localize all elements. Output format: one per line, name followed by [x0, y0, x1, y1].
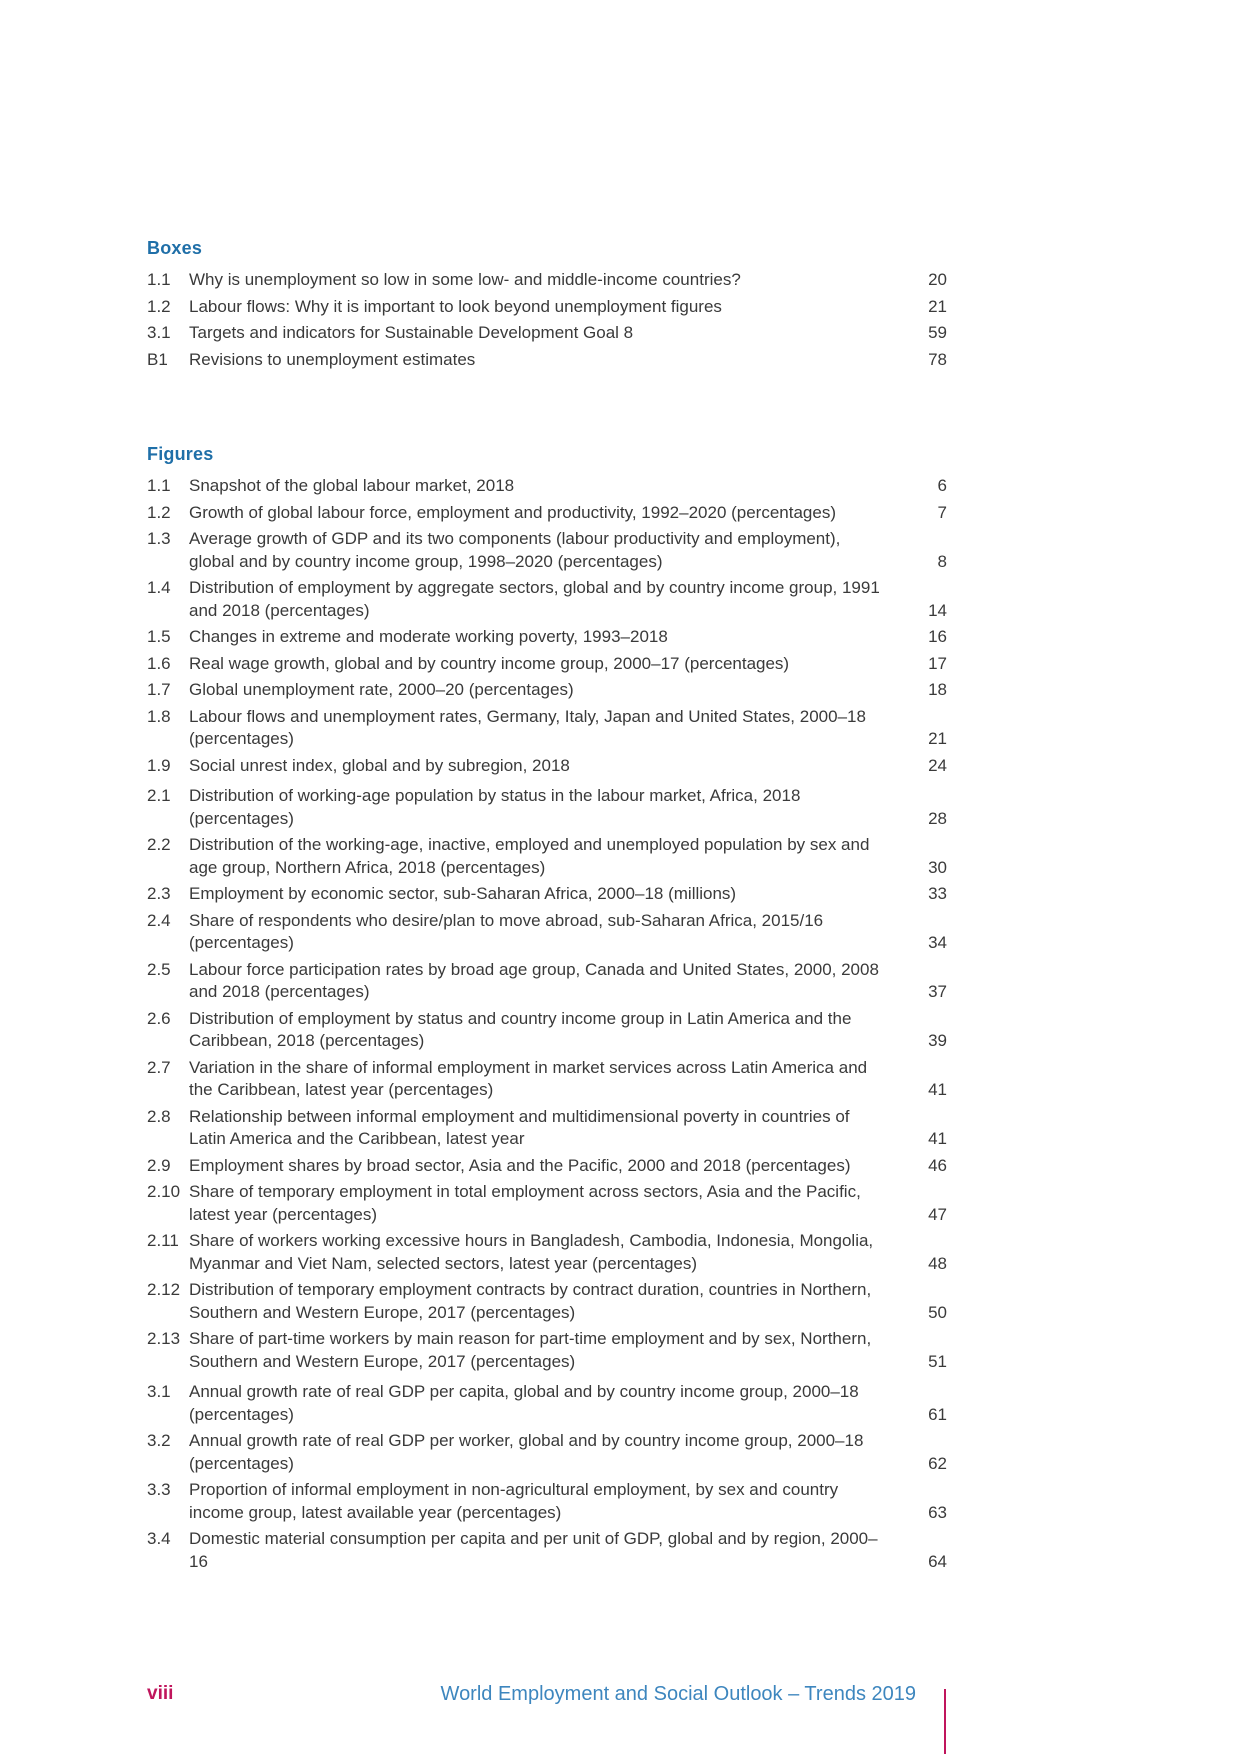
entry-page: 18: [928, 680, 947, 699]
entry-title: Share of temporary employment in total employment across sectors, Asia and the Pacific, latest year (percentages): [189, 1182, 861, 1224]
entry-title: Domestic material consumption per capita and per unit of GDP, global and by region, 2000–16: [189, 1529, 878, 1571]
entry-title: Targets and indicators for Sustainable Development Goal 8: [189, 323, 634, 342]
entry-page: 51: [928, 1351, 947, 1371]
entry-page: 41: [928, 1080, 947, 1099]
entry-number: 2.8: [147, 1106, 171, 1126]
toc-entry[interactable]: [147, 502, 947, 525]
entry-number: 1.8: [147, 706, 171, 726]
publication-title: World Employment and Social Outlook – Trends 2019: [440, 1683, 916, 1705]
entry-title: Labour flows and unemployment rates, Germany, Italy, Japan and United States, 2000–18 (percentages): [189, 706, 866, 748]
entry-page: 50: [928, 1302, 947, 1322]
boxes-heading: Boxes: [147, 238, 203, 258]
entry-number: 1.1: [147, 270, 171, 289]
entry-number: 3.2: [147, 1431, 171, 1450]
entry-spacer: [147, 1573, 947, 1577]
entry-number: 2.3: [147, 884, 171, 903]
entry-title: Snapshot of the global labour market, 2018: [189, 476, 515, 495]
entry-spacer: [147, 777, 947, 785]
entry-page: 59: [928, 323, 947, 342]
entry-page: 21: [928, 729, 947, 748]
toc-entry[interactable]: [147, 1528, 947, 1573]
entry-title: Growth of global labour force, employment and productivity, 1992–2020 (percentages): [189, 502, 837, 522]
entry-page: 62: [928, 1453, 947, 1473]
toc-entry[interactable]: [147, 1328, 947, 1373]
entry-page: 47: [928, 1204, 947, 1224]
toc-entry[interactable]: [147, 1479, 947, 1524]
entry-page: 41: [928, 1129, 947, 1148]
entry-number: 3.1: [147, 323, 171, 342]
toc-entry[interactable]: [147, 1106, 947, 1151]
entry-number: 2.13: [147, 1329, 181, 1348]
entry-page: 16: [928, 627, 947, 646]
toc-entry[interactable]: [147, 1181, 947, 1226]
toc-entry[interactable]: [147, 296, 947, 319]
entry-page: 21: [928, 296, 947, 316]
toc-entry[interactable]: [147, 1008, 947, 1053]
entry-title: Distribution of temporary employment contracts by contract duration, countries in Northern, Southern and Western Europe, 2017 (percentages): [189, 1280, 872, 1322]
entry-page: 61: [928, 1404, 947, 1424]
entry-page: 7: [937, 502, 947, 522]
toc-entry[interactable]: [147, 475, 947, 498]
entry-number: 1.2: [147, 296, 171, 316]
entry-number: 2.11: [147, 1231, 179, 1250]
toc-entry[interactable]: [147, 785, 947, 830]
entry-number: 3.4: [147, 1529, 171, 1548]
entry-page: 37: [928, 982, 947, 1001]
entry-title: Why is unemployment so low in some low- and middle-income countries?: [189, 270, 741, 289]
entry-page: 28: [928, 808, 947, 828]
entry-title: Share of respondents who desire/plan to move abroad, sub-Saharan Africa, 2015/16 (percentages): [189, 910, 824, 952]
toc-entry[interactable]: [147, 653, 947, 676]
entry-number: 1.4: [147, 578, 171, 597]
entry-number: 2.5: [147, 959, 171, 979]
toc-entry[interactable]: [147, 959, 947, 1004]
entry-title: Real wage growth, global and by country income group, 2000–17 (percentages): [189, 653, 790, 673]
toc-entry[interactable]: [147, 528, 947, 573]
toc-entry[interactable]: [147, 1279, 947, 1324]
entry-number: 1.5: [147, 627, 171, 646]
entry-title: Share of part-time workers by main reason for part-time employment and by sex, Northern, Southern and Western Europe, 2017 (percentages): [189, 1329, 872, 1371]
toc-entry[interactable]: [147, 910, 947, 955]
boxes-list: [147, 269, 947, 375]
entry-title: Changes in extreme and moderate working poverty, 1993–2018: [189, 627, 668, 646]
entry-title: Average growth of GDP and its two components (labour productivity and employment), global and by country income group, 1998–2020 (percentages): [189, 529, 841, 571]
entry-page: 46: [928, 1155, 947, 1175]
entry-number: 1.3: [147, 529, 171, 548]
entry-number: 2.4: [147, 910, 171, 930]
entry-number: 1.7: [147, 680, 171, 699]
entry-title: Labour flows: Why it is important to look beyond unemployment figures: [189, 296, 722, 316]
entry-page: 39: [928, 1031, 947, 1050]
entry-page: 6: [937, 476, 947, 495]
entry-number: 2.9: [147, 1155, 171, 1175]
toc-entry[interactable]: [147, 269, 947, 292]
entry-spacer: [147, 1373, 947, 1381]
entry-page: 48: [928, 1253, 947, 1273]
entry-number: 2.10: [147, 1182, 181, 1201]
entry-title: Relationship between informal employment and multidimensional poverty in countries of Latin America and the Caribbean, latest year: [189, 1106, 850, 1148]
entry-page: 63: [928, 1502, 947, 1522]
entry-title: Annual growth rate of real GDP per capita, global and by country income group, 2000–18 (percentages): [189, 1382, 859, 1424]
toc-entry[interactable]: [147, 1430, 947, 1475]
entry-page: 34: [928, 933, 947, 952]
toc-entry[interactable]: [147, 834, 947, 879]
toc-entry[interactable]: [147, 626, 947, 649]
footer-divider: [944, 1689, 946, 1754]
entry-number: 2.7: [147, 1057, 171, 1077]
entry-title: Annual growth rate of real GDP per worker, global and by country income group, 2000–18 (percentages): [189, 1431, 864, 1473]
entry-title: Employment shares by broad sector, Asia and the Pacific, 2000 and 2018 (percentages): [189, 1155, 851, 1175]
entry-number: 2.6: [147, 1008, 171, 1028]
entry-number: 2.1: [147, 786, 171, 805]
toc-entry[interactable]: [147, 577, 947, 622]
figures-section: [147, 444, 947, 1577]
toc-entry[interactable]: [147, 883, 947, 906]
entry-title: Proportion of informal employment in non-agricultural employment, by sex and country income group, latest available year (percentages): [189, 1480, 839, 1522]
entry-number: B1: [147, 349, 168, 369]
figures-list: [147, 475, 947, 1577]
entry-title: Labour force participation rates by broad age group, Canada and United States, 2000, 2008 and 2018 (percentages): [189, 959, 879, 1001]
entry-number: 2.12: [147, 1280, 181, 1299]
page-number: viii: [147, 1683, 174, 1704]
entry-title: Distribution of employment by status and country income group in Latin America and the Caribbean, 2018 (percentages): [189, 1008, 852, 1050]
entry-title: Share of workers working excessive hours in Bangladesh, Cambodia, Indonesia, Mongolia, Myanmar and Viet Nam, selected sectors, latest year (percentages): [189, 1231, 874, 1273]
entry-page: 24: [928, 755, 947, 775]
toc-entry[interactable]: [147, 1381, 947, 1426]
entry-title: Revisions to unemployment estimates: [189, 349, 476, 369]
entry-title: Global unemployment rate, 2000–20 (percentages): [189, 680, 574, 699]
entry-title: Social unrest index, global and by subregion, 2018: [189, 755, 570, 775]
entry-number: 2.2: [147, 835, 171, 854]
entry-title: Distribution of employment by aggregate sectors, global and by country income group, 1991 and 2018 (percentages): [189, 578, 880, 620]
entry-number: 1.2: [147, 502, 171, 522]
toc-entry[interactable]: [147, 1057, 947, 1102]
figures-heading: Figures: [147, 444, 214, 464]
entry-page: 14: [928, 600, 947, 620]
entry-title: Distribution of the working-age, inactive, employed and unemployed population by sex and age group, Northern Africa, 2018 (percentages): [189, 835, 870, 877]
toc-entry[interactable]: [147, 706, 947, 751]
toc-entry[interactable]: [147, 349, 947, 372]
entry-number: 1.6: [147, 653, 171, 673]
entry-number: 3.3: [147, 1480, 171, 1499]
entry-spacer: [147, 371, 947, 375]
entry-page: 64: [928, 1551, 947, 1571]
entry-page: 17: [928, 653, 947, 673]
boxes-section: [147, 238, 947, 375]
toc-entry[interactable]: [147, 679, 947, 702]
entry-page: 20: [928, 270, 947, 289]
entry-page: 30: [928, 857, 947, 877]
entry-page: 8: [937, 551, 947, 571]
toc-entry[interactable]: [147, 1155, 947, 1178]
entry-title: Employment by economic sector, sub-Saharan Africa, 2000–18 (millions): [189, 884, 737, 903]
toc-entry[interactable]: [147, 1230, 947, 1275]
entry-number: 1.9: [147, 755, 171, 775]
entry-number: 1.1: [147, 476, 171, 495]
entry-title: Variation in the share of informal employment in market services across Latin America and the Caribbean, latest year (percentages): [189, 1057, 868, 1099]
entry-number: 3.1: [147, 1382, 171, 1401]
toc-entry[interactable]: [147, 755, 947, 778]
entry-page: 33: [928, 884, 947, 903]
toc-entry[interactable]: [147, 322, 947, 345]
entry-page: 78: [928, 349, 947, 369]
entry-title: Distribution of working-age population by status in the labour market, Africa, 2018 (percentages): [189, 786, 801, 828]
